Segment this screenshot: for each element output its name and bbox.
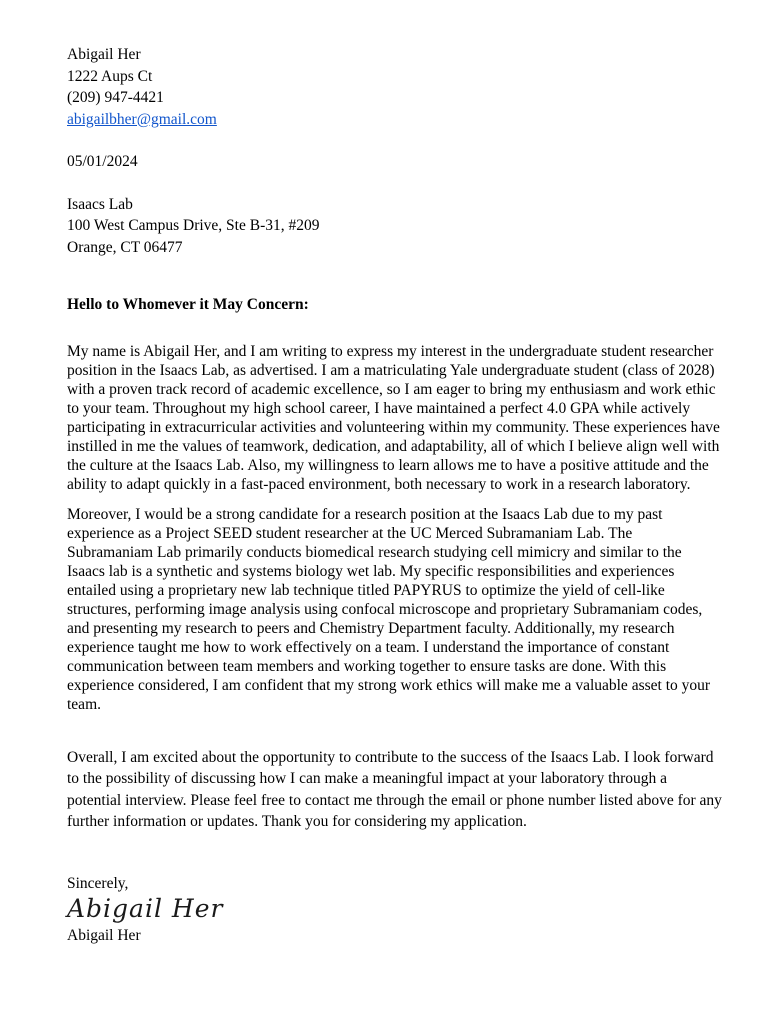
recipient-address-line1: 100 West Campus Drive, Ste B-31, #209: [67, 217, 320, 234]
sender-block: [67, 44, 722, 130]
recipient-block: [67, 194, 722, 259]
valediction: Sincerely,: [67, 874, 129, 892]
body-paragraph-1: My name is Abigail Her, and I am writing to express my interest in the undergraduate student researcher position in the Isaacs Lab, as advertised. I am a matriculating Yale undergraduate student (class of 2028) with a proven track record of academic excellence, so I am eager to bring my enthusiasm and work ethic to your team. Throughout my high school career, I have maintained a perfect 4.0 GPA while actively participating in extracurricular activities and volunteering within my community. These experiences have instilled in me the values of teamwork, dedication, and adaptability, all of which I believe align well with the culture at the Isaacs Lab. Also, my willingness to learn allows me to have a positive attitude and the ability to adapt quickly in a fast-paced environment, both necessary to work in a research laboratory.: [67, 342, 720, 493]
sender-email-link[interactable]: abigailbher@gmail.com: [67, 110, 217, 128]
typed-name: Abigail Her: [67, 927, 141, 944]
sender-address: 1222 Aups Ct: [67, 67, 153, 85]
recipient-name: Isaacs Lab: [67, 195, 133, 213]
sender-phone: (209) 947-4421: [67, 89, 164, 106]
closing-block: [67, 873, 722, 949]
handwritten-signature: Abigail Her: [67, 894, 224, 923]
letter-date: 05/01/2024: [67, 153, 138, 170]
body-paragraph-3: Overall, I am excited about the opportunity to contribute to the success of the Isaacs Lab. I look forward to the possibility of discussing how I can make a meaningful impact at your laboratory through a potential interview. Please feel free to contact me through the email or phone number listed above for any further information or updates. Thank you for considering my application.: [67, 748, 722, 830]
sender-name: Abigail Her: [67, 46, 141, 63]
recipient-address-line2: Orange, CT 06477: [67, 238, 183, 256]
body-paragraph-2: Moreover, I would be a strong candidate for a research position at the Isaacs Lab due to my past experience as a Project SEED student researcher at the UC Merced Subramaniam Lab. The Subramaniam Lab primarily conducts biomedical research studying cell mimicry and similar to the Isaacs lab is a synthetic and systems biology wet lab. My specific responsibilities and experiences entailed using a proprietary new lab technique titled PAPYRUS to optimize the yield of cell-like structures, performing image analysis using confocal microscope and proprietary Subramaniam codes, and presenting my research to peers and Chemistry Department faculty. Additionally, my research experience taught me how to work effectively on a team. I understand the importance of constant communication between team members and working together to ensure tasks are done. With this experience considered, I am confident that my strong work ethics will make me a valuable asset to your team.: [67, 505, 711, 713]
salutation: Hello to Whomever it May Concern:: [67, 296, 309, 313]
